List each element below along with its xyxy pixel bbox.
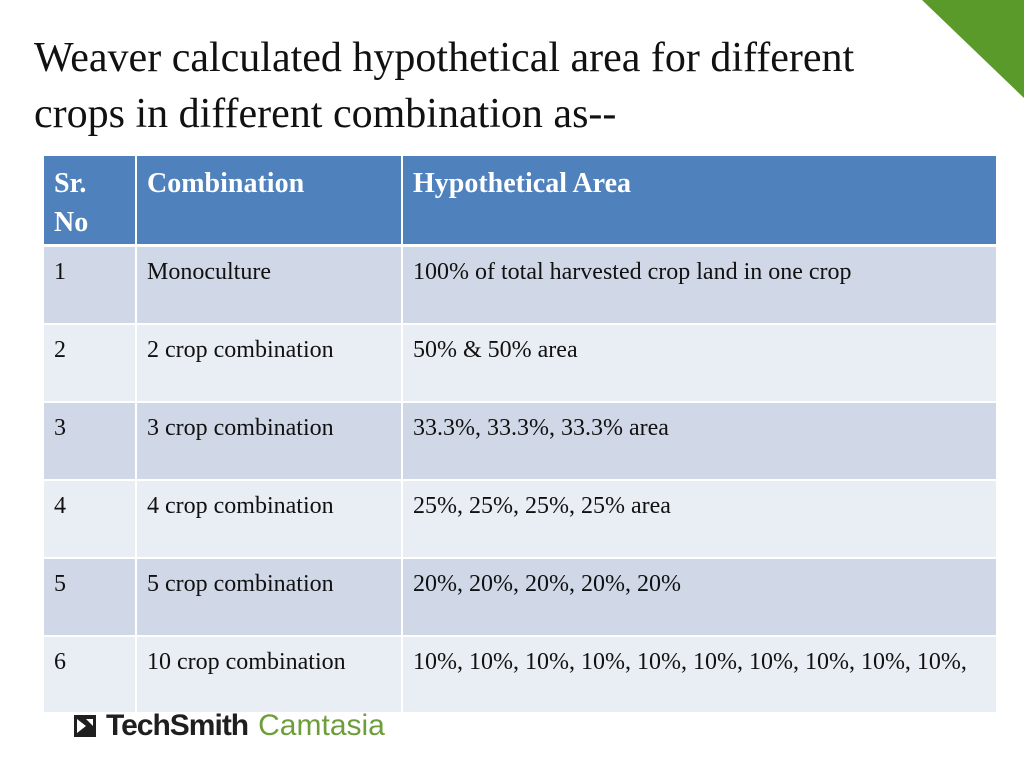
cell-area: 20%, 20%, 20%, 20%, 20% bbox=[402, 558, 996, 636]
table-row bbox=[44, 324, 996, 402]
table-row bbox=[44, 480, 996, 558]
cell-sr: 6 bbox=[44, 636, 136, 713]
cell-sr: 5 bbox=[44, 558, 136, 636]
header-sr-no: Sr. No bbox=[44, 156, 136, 246]
cell-sr: 4 bbox=[44, 480, 136, 558]
cell-combination: Monoculture bbox=[136, 246, 402, 324]
table-row bbox=[44, 246, 996, 324]
cell-sr: 2 bbox=[44, 324, 136, 402]
cell-combination: 3 crop combination bbox=[136, 402, 402, 480]
cell-sr: 3 bbox=[44, 402, 136, 480]
watermark-product: Camtasia bbox=[258, 709, 385, 742]
cell-area: 100% of total harvested crop land in one crop bbox=[402, 246, 996, 324]
corner-accent-triangle bbox=[922, 0, 1024, 98]
cell-area: 33.3%, 33.3%, 33.3% area bbox=[402, 402, 996, 480]
cell-combination: 5 crop combination bbox=[136, 558, 402, 636]
cell-combination: 4 crop combination bbox=[136, 480, 402, 558]
crop-combination-table bbox=[44, 156, 996, 714]
table-row bbox=[44, 402, 996, 480]
watermark-brand: TechSmith bbox=[106, 709, 249, 742]
table-row bbox=[44, 636, 996, 713]
camtasia-watermark bbox=[74, 706, 385, 746]
cell-area: 25%, 25%, 25%, 25% area bbox=[402, 480, 996, 558]
cell-combination: 2 crop combination bbox=[136, 324, 402, 402]
header-hypothetical-area: Hypothetical Area bbox=[402, 156, 996, 246]
techsmith-logo-icon bbox=[74, 715, 96, 737]
cell-area: 50% & 50% area bbox=[402, 324, 996, 402]
cell-combination: 10 crop combination bbox=[136, 636, 402, 713]
cell-sr: 1 bbox=[44, 246, 136, 324]
header-combination: Combination bbox=[136, 156, 402, 246]
slide-title: Weaver calculated hypothetical area for different crops in different combination as-- bbox=[34, 35, 855, 137]
table-row bbox=[44, 558, 996, 636]
table-header-row bbox=[44, 156, 996, 246]
cell-area: 10%, 10%, 10%, 10%, 10%, 10%, 10%, 10%, 10%, 10%, bbox=[402, 636, 996, 713]
